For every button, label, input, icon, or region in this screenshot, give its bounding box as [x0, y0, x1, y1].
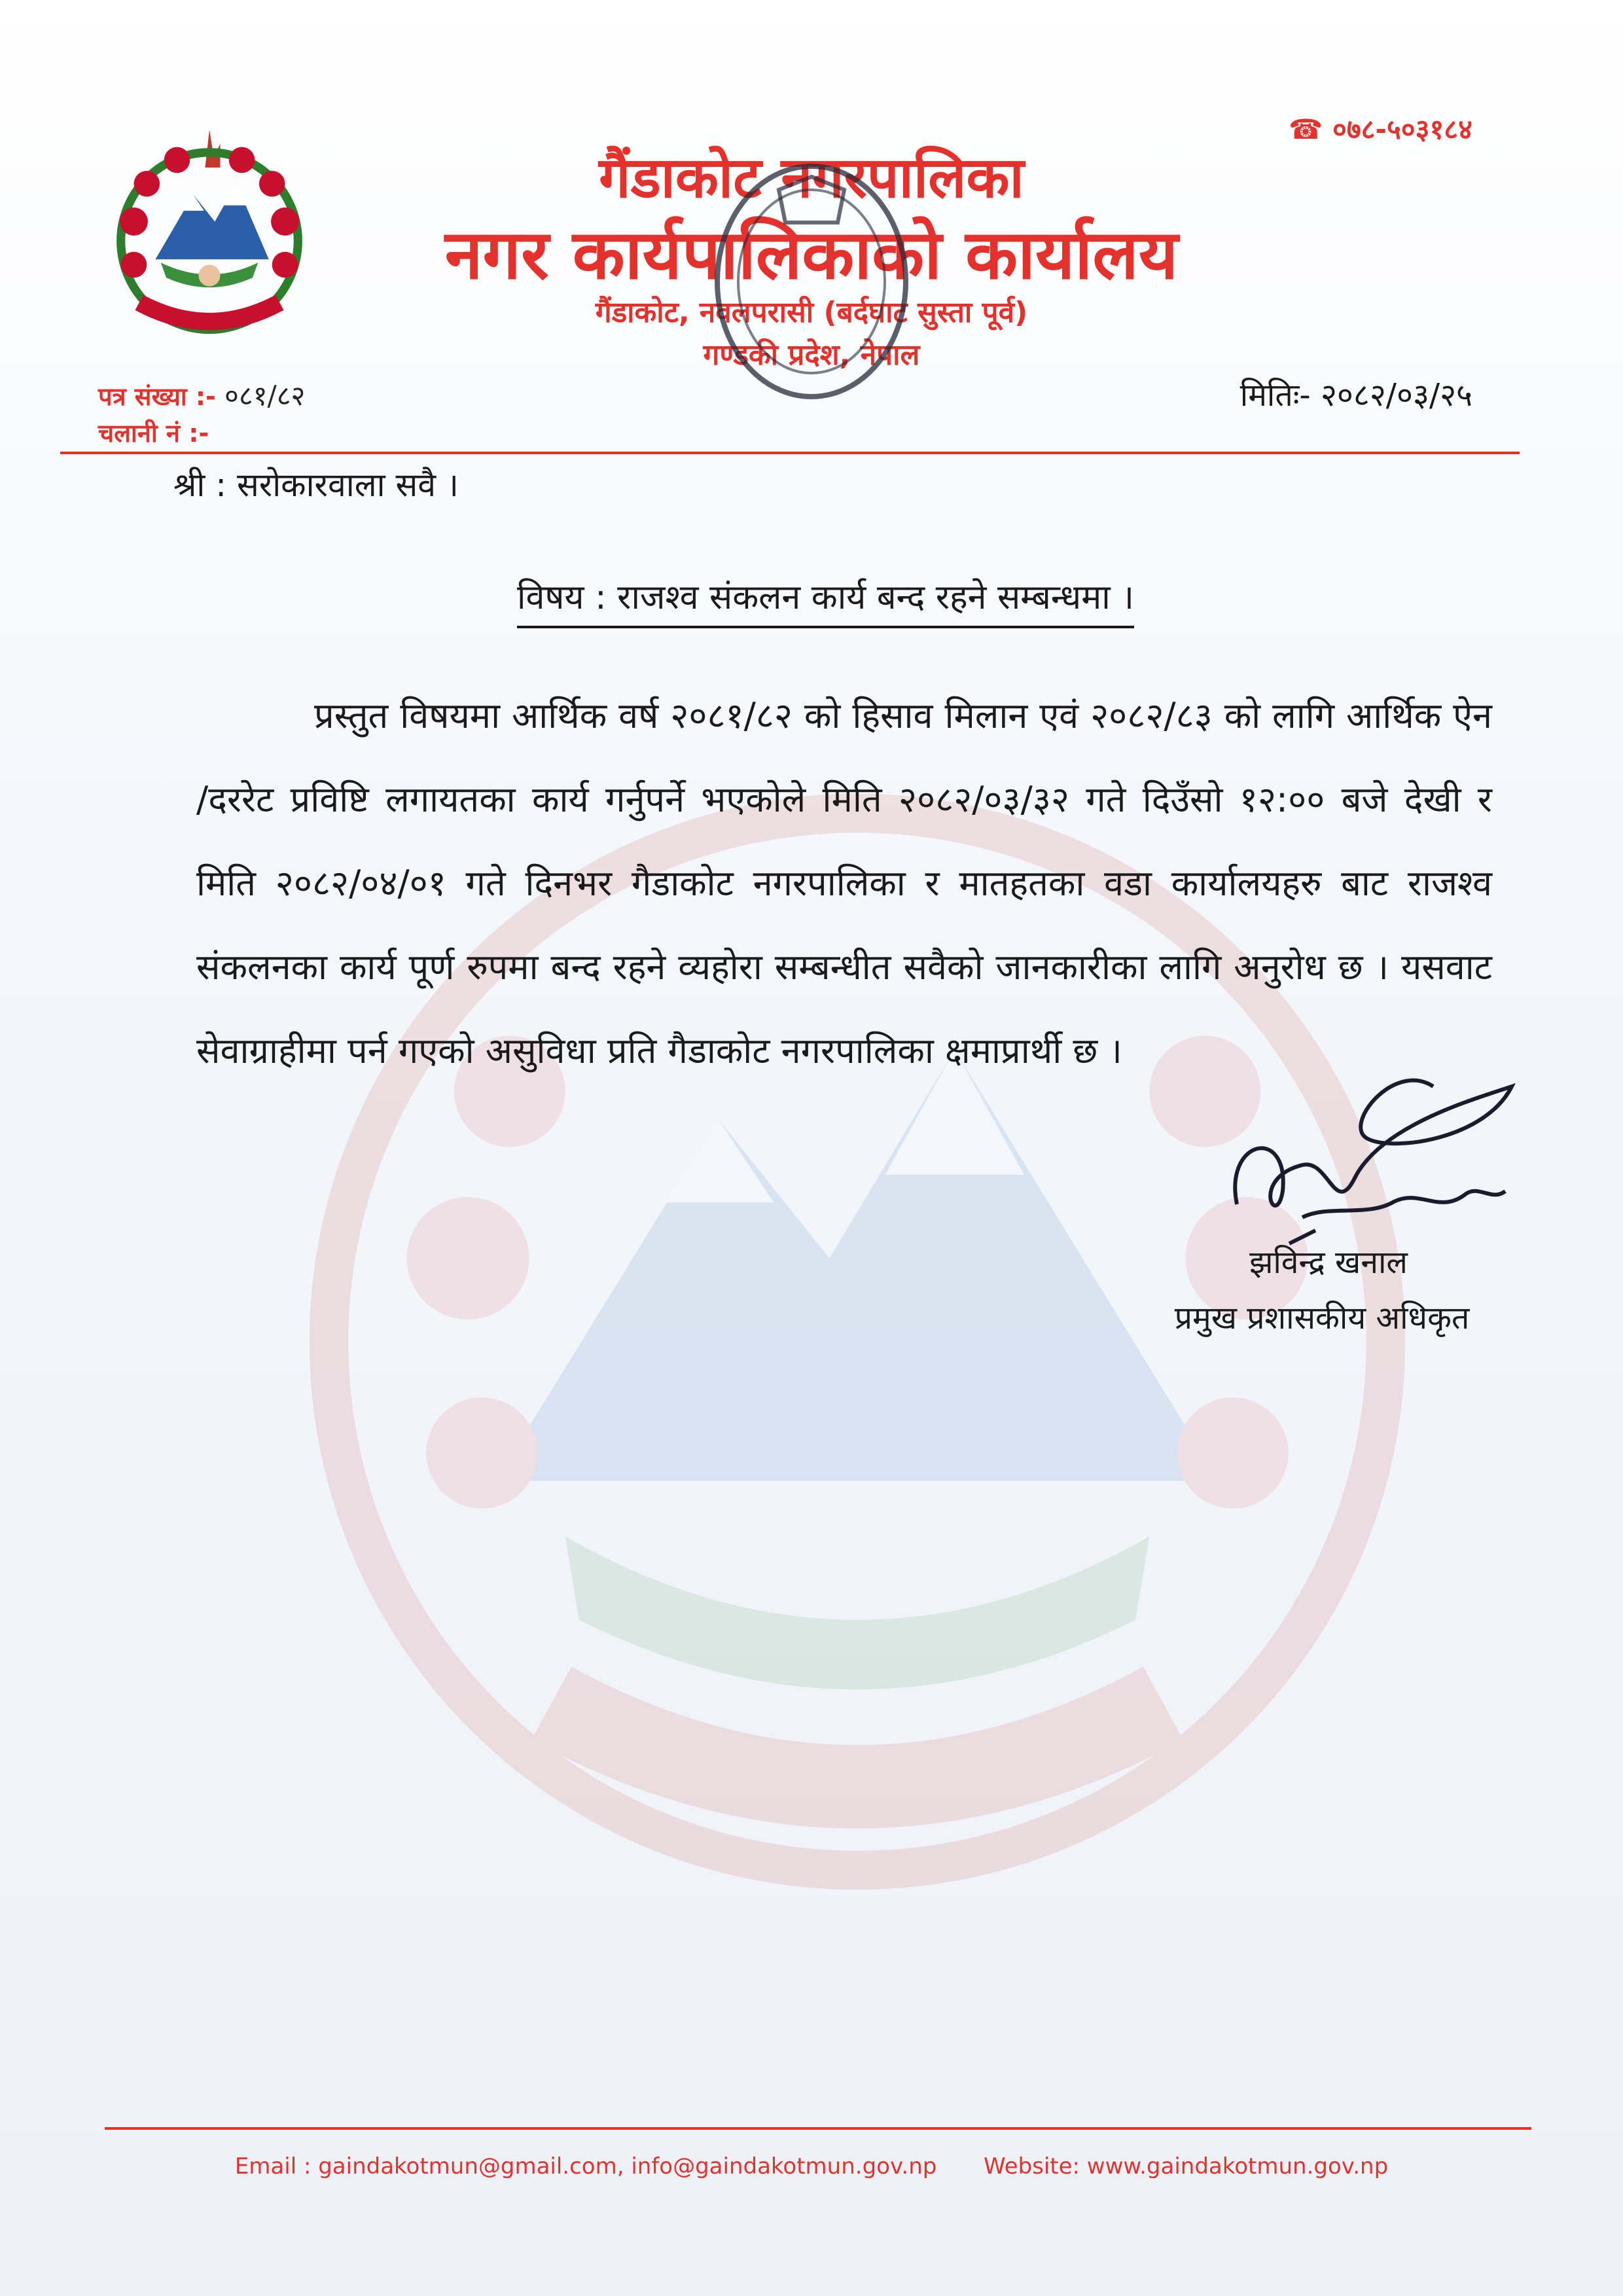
signatory-title: प्रमुख प्रशासकीय अधिकृत — [1174, 1300, 1470, 1336]
footer-website: Website: www.gaindakotmun.gov.np — [984, 2153, 1389, 2179]
address-line-2: गण्डकी प्रदेश, नेपाल — [703, 338, 920, 372]
office-title: नगर कार्यपालिकाको कार्यालय — [444, 215, 1179, 295]
footer-divider — [105, 2127, 1531, 2130]
signature-icon — [1211, 1047, 1525, 1263]
footer-contact — [0, 2153, 1623, 2179]
signatory-name: झविन्द्र खनाल — [1249, 1244, 1408, 1281]
dispatch-number-label: चलानी नं :- — [98, 419, 209, 448]
office-stamp-icon — [707, 151, 916, 425]
header-divider — [60, 452, 1520, 454]
letter-body: प्रस्तुत विषयमा आर्थिक वर्ष २०८१/८२ को हिसाव मिलान एवं २०८२/८३ को लागि आर्थिक ऐन /दररेट प्रविष्टि लगायतका कार्य गर्नुपर्ने भएकोले मिति २०८२/०३/३२ गते दिउँसो १२:०० बजे देखी र मिति २०८२/०४/०१ गते दिनभर गैडाकोट नगरपालिका र मातहतका वडा कार्यालयहरु बाट राजश्व संकलनका कार्य पूर्ण रुपमा बन्द रहने व्यहोरा सम्बन्धीत सवैको जानकारीका लागि अनुरोध छ । यसवाट सेवाग्राहीमा पर्न गएको असुविधा प्रति गैडाकोट नगरपालिका क्षमाप्रार्थी छ । — [196, 695, 1492, 1071]
phone-number: ☎ ०७८-५०३१८४ — [1289, 113, 1472, 145]
footer-email: Email : gaindakotmun@gmail.com, info@gaindakotmun.gov.np — [234, 2153, 937, 2179]
letter-date: मितिः- २०८२/०३/२५ — [1240, 377, 1472, 414]
letter-number-value: ०८१/८२ — [224, 380, 306, 412]
subject-line: विषय : राजश्व संकलन कार्य बन्द रहने सम्बन्धमा । — [517, 573, 1134, 628]
salutation: श्री : सरोकारवाला सवै । — [173, 466, 459, 504]
address-line-1: गैंडाकोट, नवलपरासी (बर्दघाट सुस्ता पूर्व) — [595, 296, 1028, 329]
letter-number-label: पत्र संख्या :- — [98, 382, 216, 411]
office-name: गैंडाकोट नगरपालिका — [599, 145, 1024, 211]
letter-number — [98, 376, 305, 414]
